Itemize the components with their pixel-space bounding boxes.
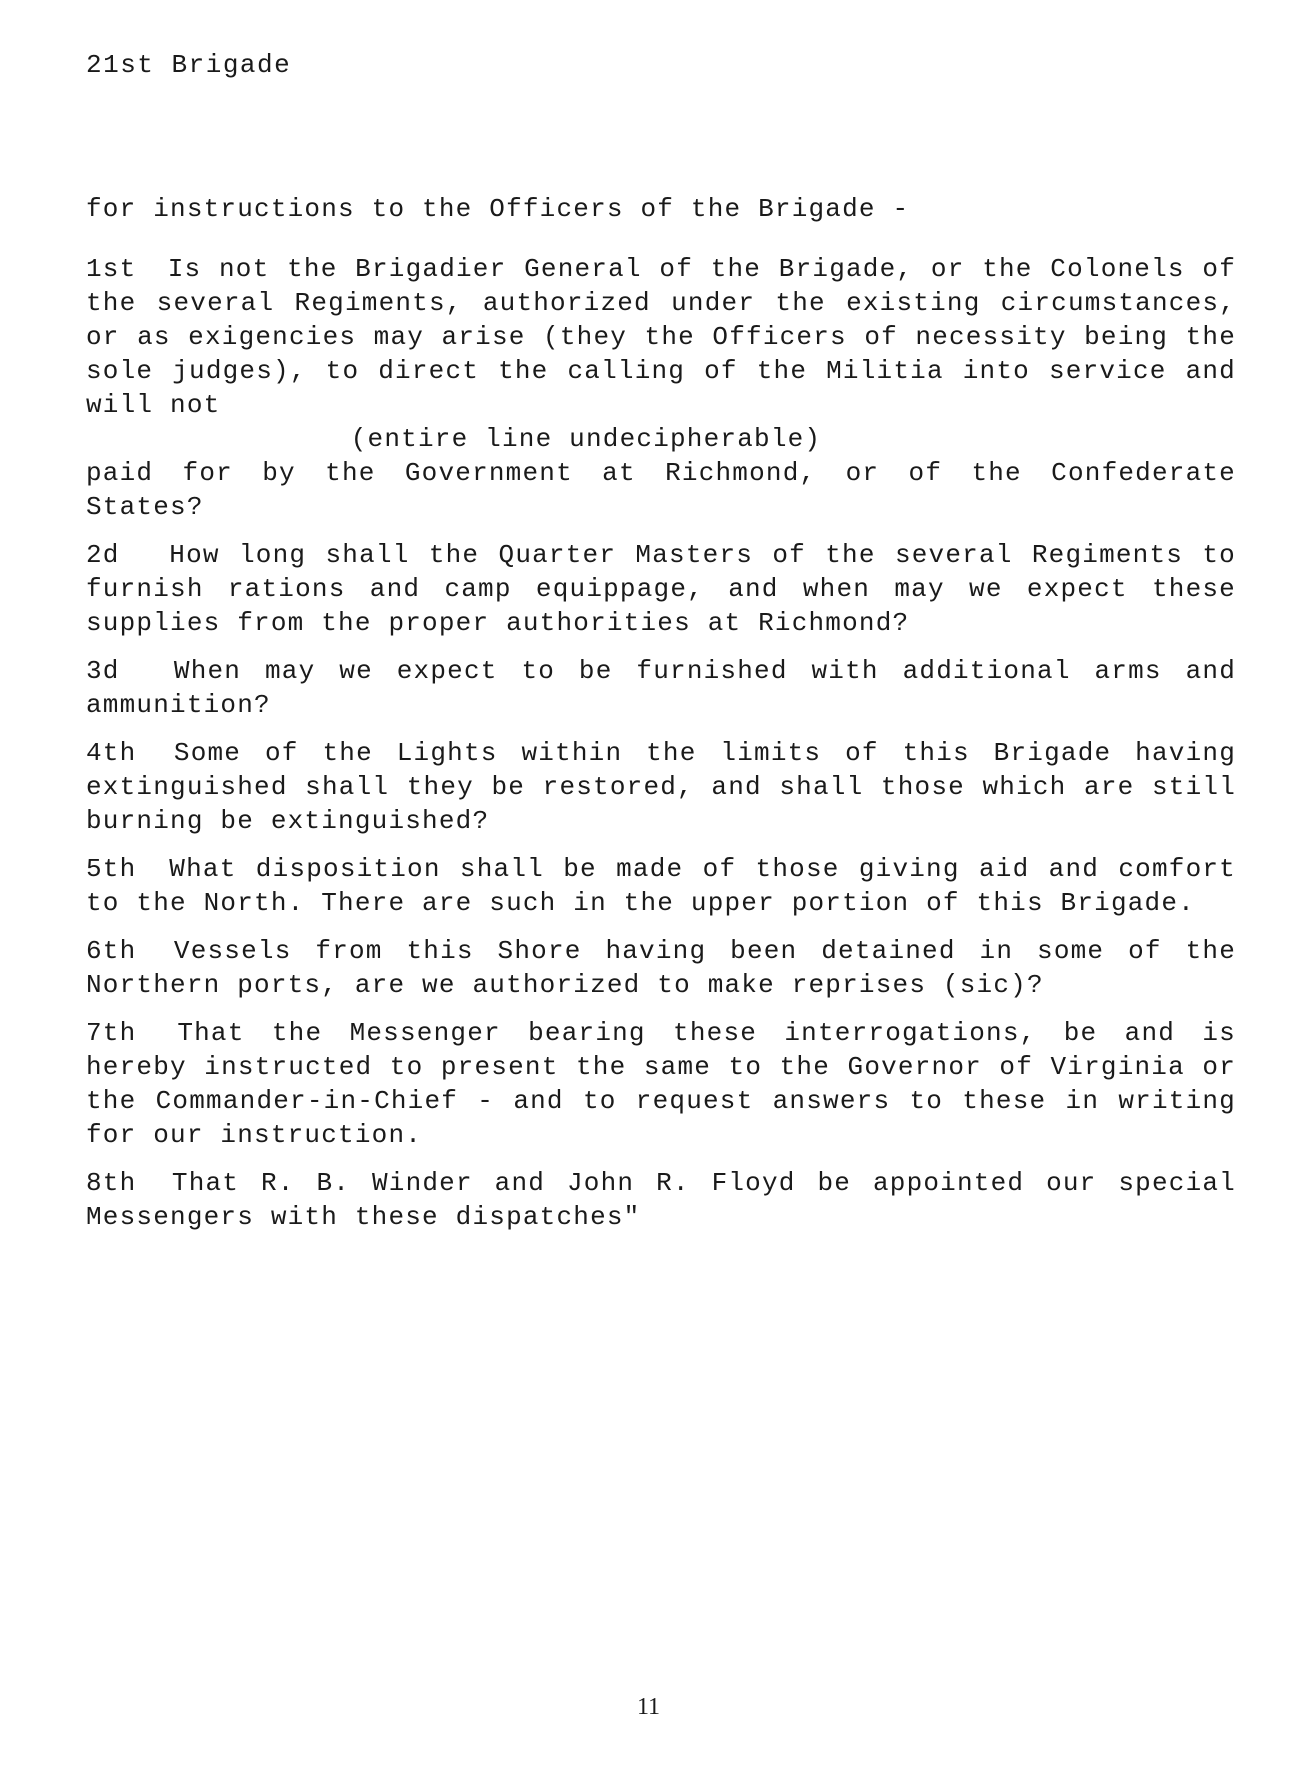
question-text: Is not the Brigadier General of the Brigade, or the Colonels of the several Regiments, authorized under the existing circumstances, or as exigencies may arise (they the Officers of necessity being the sole judges), to direct the calling of the Militia into service and will not [86, 254, 1237, 420]
question-number: 3d [86, 656, 120, 686]
page-number: 11 [636, 1694, 661, 1720]
question-2d [86, 538, 1236, 640]
question-4th [86, 736, 1236, 838]
question-5th [86, 852, 1236, 920]
question-number: 2d [86, 540, 120, 570]
question-text: When may we expect to be furnished with additional arms and ammunition? [86, 656, 1236, 720]
document-body [86, 192, 1236, 1248]
question-text: How long shall the Quarter Masters of the several Regiments to furnish rations and camp equippage, and when may we expect these supplies from the proper authorities at Richmond? [86, 540, 1236, 638]
undecipherable-note: (entire line undecipherable) [350, 424, 822, 454]
question-text: Some of the Lights within the limits of this Brigade having extinguished shall they be restored, and shall those which are still burning be extinguished? [86, 738, 1236, 836]
question-number: 7th [86, 1018, 137, 1048]
intro-line: for instructions to the Officers of the Brigade - [86, 194, 910, 224]
question-number: 1st [86, 254, 137, 284]
page-header: 21st Brigade [86, 50, 292, 80]
question-1st [86, 252, 1236, 524]
question-number: 6th [86, 936, 137, 966]
question-text-continued: paid for by the Government at Richmond, or of the Confederate States? [86, 458, 1236, 522]
question-7th [86, 1016, 1236, 1152]
question-text: That the Messenger bearing these interrogations, be and is hereby instructed to present the same to the Governor of Virginia or the Commander-in-Chief - and to request answers to these in writing for our instruction. [86, 1018, 1236, 1150]
question-number: 5th [86, 854, 137, 884]
question-3d [86, 654, 1236, 722]
question-text: Vessels from this Shore having been detained in some of the Northern ports, are we authorized to make reprises (sic)? [86, 936, 1236, 1000]
question-text: That R. B. Winder and John R. Floyd be appointed our special Messengers with these dispatches" [86, 1168, 1236, 1232]
question-number: 4th [86, 738, 137, 768]
question-8th [86, 1166, 1236, 1234]
question-number: 8th [86, 1168, 137, 1198]
question-6th [86, 934, 1236, 1002]
question-text: What disposition shall be made of those giving aid and comfort to the North. There are such in the upper portion of this Brigade. [86, 854, 1236, 918]
